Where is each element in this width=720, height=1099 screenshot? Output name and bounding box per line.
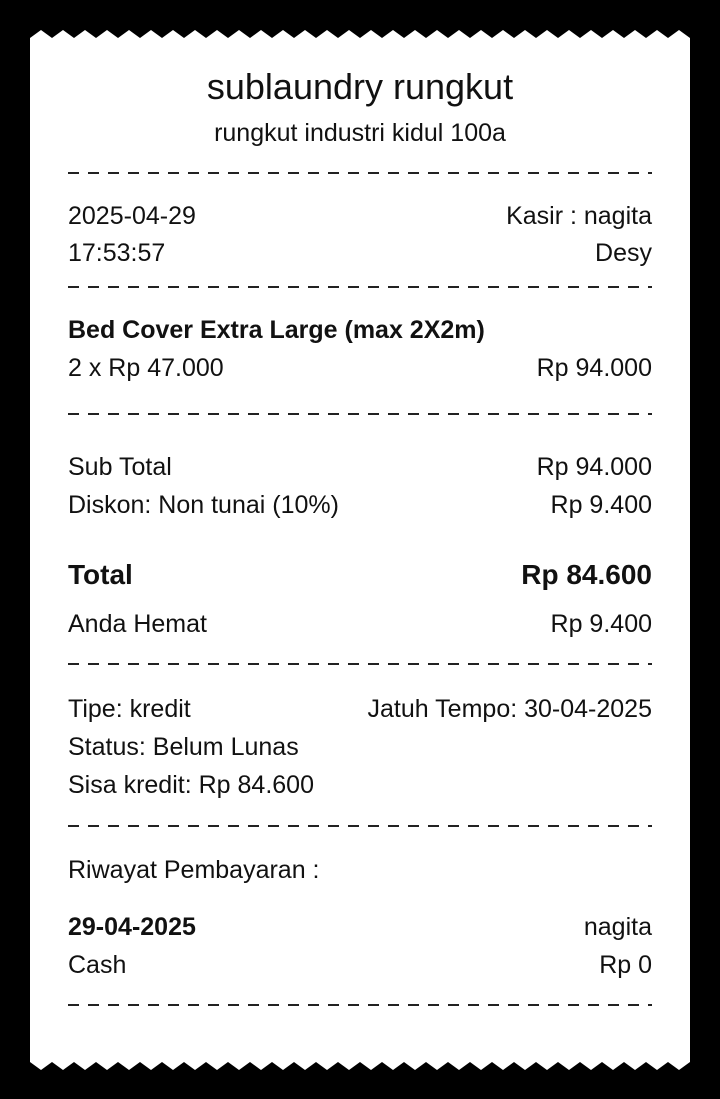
payment-status-row [68,731,652,763]
history-amount: Rp 0 [599,951,652,979]
divider [68,172,652,174]
receipt [30,30,690,1070]
history-user: nagita [583,913,652,941]
total-label: Total [68,559,133,590]
item-name-text: Bed Cover Extra Large (max 2X2m) [68,316,485,344]
customer-name: Desy [595,239,652,267]
divider [68,1004,652,1006]
date-cashier-row [68,200,652,232]
remaining-credit-row [68,769,652,801]
item-amount: Rp 94.000 [536,354,652,382]
divider [68,663,652,665]
discount-value: Rp 9.400 [550,491,652,519]
savings-value: Rp 9.400 [550,610,652,638]
due-date: Jatuh Tempo: 30-04-2025 [367,695,652,723]
history-method: Cash [68,951,127,979]
subtotal-row [68,451,652,483]
store-address: rungkut industri kidul 100a [214,119,506,147]
item-price-row [68,352,652,384]
remaining-credit: Sisa kredit: Rp 84.600 [68,771,314,799]
payment-type-row [68,693,652,725]
divider [68,413,652,415]
receipt-time: 17:53:57 [68,239,166,267]
history-entry-header [68,911,652,943]
history-date: 29-04-2025 [68,913,196,941]
payment-type: Tipe: kredit [68,695,191,723]
savings-row [68,608,652,640]
subtotal-value: Rp 94.000 [536,453,652,481]
history-heading: Riwayat Pembayaran : [68,856,320,884]
subtotal-label: Sub Total [68,453,172,481]
divider [68,286,652,288]
total-row [68,557,652,593]
item-qty-price: 2 x Rp 47.000 [68,354,224,382]
receipt-content [68,30,652,1070]
savings-label: Anda Hemat [68,610,207,638]
cashier-name: Kasir : nagita [506,202,652,230]
history-heading-row [68,854,652,886]
receipt-date: 2025-04-29 [68,202,196,230]
discount-row [68,489,652,521]
store-name: sublaundry rungkut [206,66,514,107]
discount-label: Diskon: Non tunai (10%) [68,491,339,519]
item-name [68,314,652,346]
history-entry-detail [68,949,652,981]
payment-status: Status: Belum Lunas [68,733,299,761]
total-value: Rp 84.600 [521,559,652,590]
time-customer-row [68,237,652,269]
divider [68,825,652,827]
